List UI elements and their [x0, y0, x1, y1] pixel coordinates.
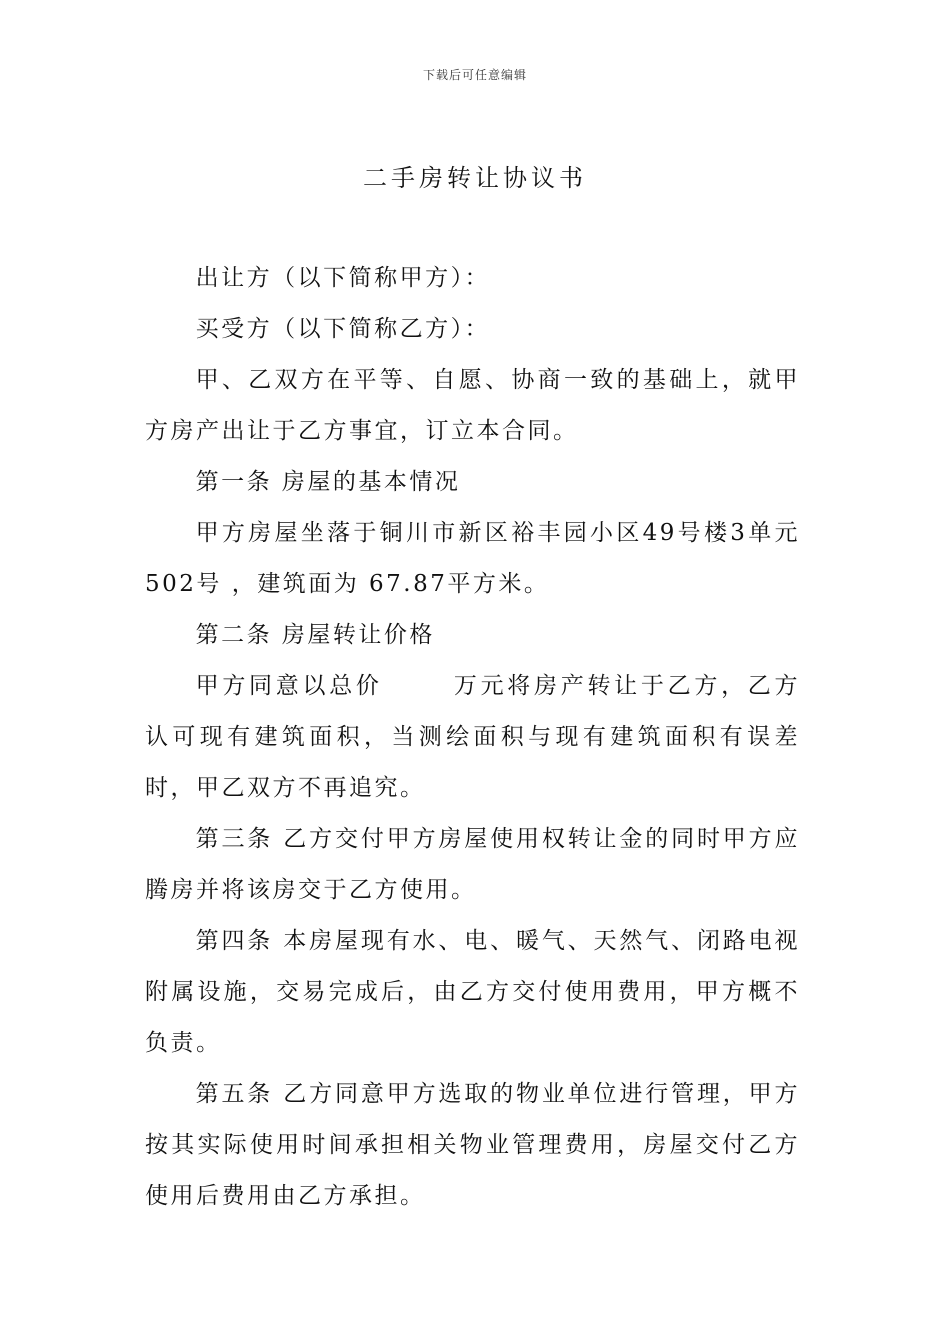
- article5-paragraph: 第五条 乙方同意甲方选取的物业单位进行管理，甲方按其实际使用时间承担相关物业管理费用，房屋交付乙方使用后费用由乙方承担。: [145, 1081, 800, 1209]
- header-note: 下载后可任意编辑: [422, 68, 527, 82]
- buyer-line: 买受方（以下简称乙方）：: [195, 316, 491, 342]
- seller-line: 出让方（以下简称甲方）：: [195, 265, 491, 291]
- article4-paragraph: 第四条 本房屋现有水、电、暖气、天然气、闭路电视附属设施，交易完成后，由乙方交付使用费用，甲方概不负责。: [145, 928, 800, 1056]
- document-body: [145, 253, 800, 1222]
- article1-heading: 第一条 房屋的基本情况: [195, 469, 461, 495]
- article3-paragraph: 第三条 乙方交付甲方房屋使用权转让金的同时甲方应腾房并将该房交于乙方使用。: [145, 826, 800, 903]
- preamble-paragraph: 甲、乙双方在平等、自愿、协商一致的基础上，就甲方房产出让于乙方事宜，订立本合同。: [145, 367, 800, 444]
- article2-text-before-blank: 甲方同意以总价: [195, 673, 383, 699]
- document-title: 二手房转让协议书: [363, 164, 587, 192]
- article2-heading: 第二条 房屋转让价格: [195, 622, 435, 648]
- article2-text-after-blank: 万元将房产转让于乙方，乙方认可现有建筑面积，当测绘面积与现有建筑面积有误差时，甲乙双方不再追究。: [145, 673, 801, 801]
- article2-body: [145, 661, 800, 814]
- article1-body: 甲方房屋坐落于铜川市新区裕丰园小区49号楼3单元502号 ，建筑面为 67.87平方米。: [145, 520, 800, 597]
